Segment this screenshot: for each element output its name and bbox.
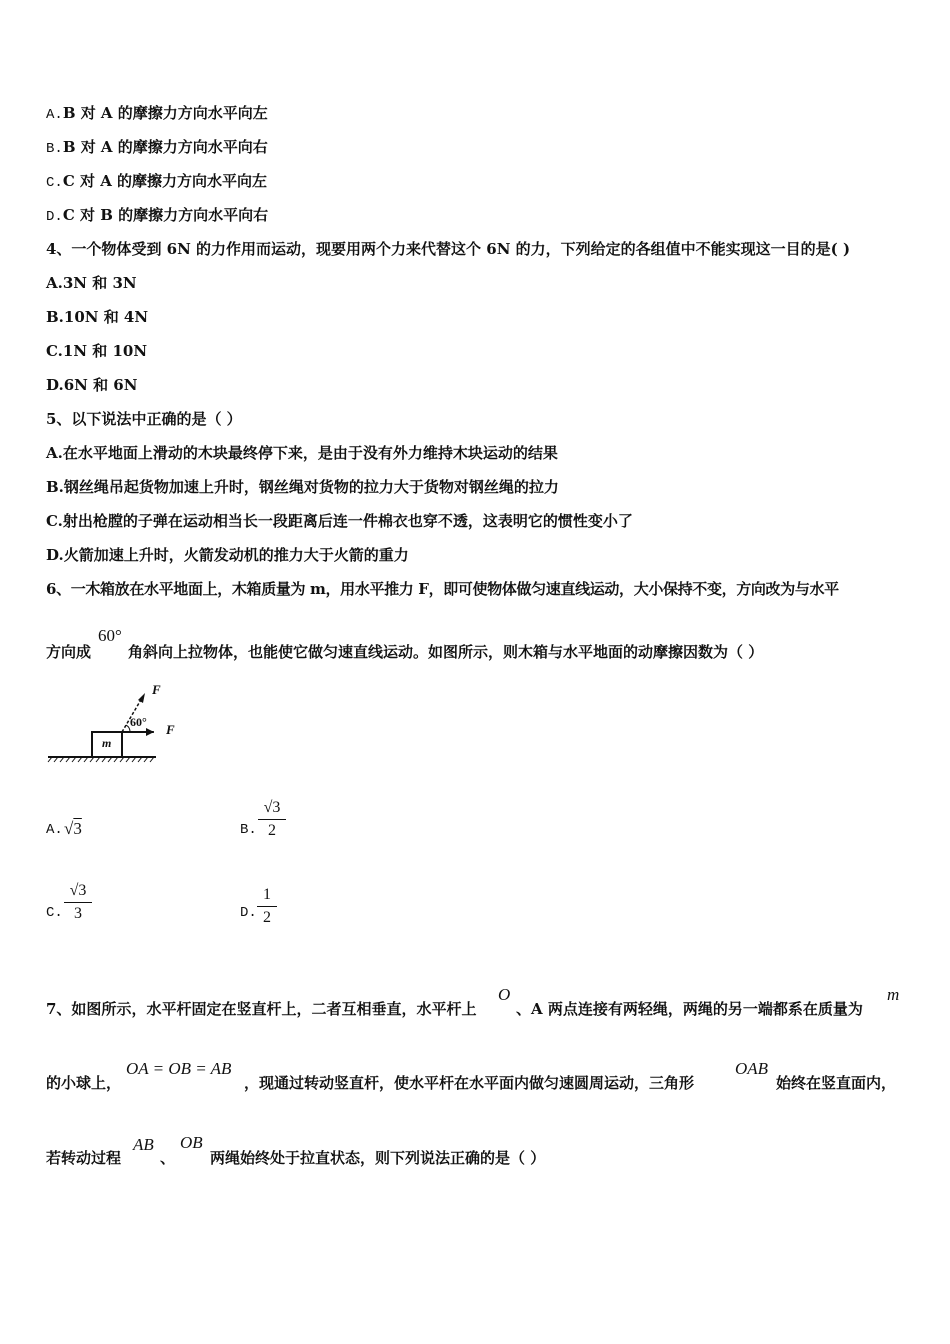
q6-stem-line2-b: 角斜向上拉物体，也能使它做匀速直线运动。如图所示，则木箱与水平地面的动摩擦因数为（ ） <box>128 643 764 661</box>
q5-option-d: D.火箭加速上升时，火箭发动机的推力大于火箭的重力 <box>46 546 409 564</box>
q7-line2-c: 始终在竖直面内， <box>776 1074 897 1092</box>
q5-stem: 5、以下说法中正确的是（ ） <box>46 410 242 428</box>
q7-separator: 、 <box>160 1149 176 1167</box>
q6-option-b-fraction: $\frac{√3}{2}$ <box>258 797 286 842</box>
q7-line1-a: 7、如图所示，水平杆固定在竖直杆上，二者互相垂直，水平杆上 <box>46 1000 477 1018</box>
q6-option-d-fraction: $\frac{1}{2}$ <box>257 884 277 929</box>
q6-option-a-value: √3 <box>64 819 82 838</box>
q7-triangle-oab: OAB <box>735 1059 769 1078</box>
q7-rope-ob: OB <box>180 1133 203 1152</box>
q7-equation: OA = OB = AB <box>126 1059 232 1078</box>
q4-option-d: D.6N 和 6N <box>46 376 138 394</box>
q3-option-d: D.C 对 B 的摩擦力方向水平向右 <box>46 206 269 225</box>
q7-line3-b: 两绳始终处于拉直状态，则下列说法正确的是（ ） <box>210 1149 546 1167</box>
q6-angle: 60° <box>98 626 122 645</box>
inclined-force-label: F <box>152 682 161 697</box>
q5-option-c: C.射出枪膛的子弹在运动相当长一段距离后连一件棉衣也穿不透，这表明它的惯性变小了 <box>46 512 633 530</box>
q3-option-a: A.B 对 A 的摩擦力方向水平向左 <box>46 104 268 123</box>
q6-option-a-letter: A. <box>46 822 63 838</box>
mass-label: m <box>102 736 112 750</box>
q5-option-b: B.钢丝绳吊起货物加速上升时，钢丝绳对货物的拉力大于货物对钢丝绳的拉力 <box>46 478 559 496</box>
inclined-arrowhead <box>138 693 145 703</box>
q7-line1-b: 、A 两点连接有两轻绳，两绳的另一端都系在质量为 <box>516 1000 863 1018</box>
q4-option-b: B.10N 和 4N <box>46 308 149 326</box>
q7-line3-a: 若转动过程 <box>46 1149 122 1167</box>
q3-option-c: C.C 对 A 的摩擦力方向水平向左 <box>46 172 268 191</box>
q6-stem-line2-a: 方向成 <box>46 643 92 661</box>
q6-figure <box>46 682 175 764</box>
q4-option-a: A.3N 和 3N <box>46 274 137 292</box>
q6-option-c-letter: C. <box>46 905 63 921</box>
q4-option-c: C.1N 和 10N <box>46 342 148 360</box>
q4-stem: 4、一个物体受到 6N 的力作用而运动，现要用两个力来代替这个 6N 的力，下列给定的各组值中不能实现这一目的是( ) <box>46 240 851 258</box>
q6-option-d-letter: D. <box>240 905 257 921</box>
q3-option-b: B.B 对 A 的摩擦力方向水平向右 <box>46 138 268 157</box>
horizontal-force-label: F <box>166 722 175 737</box>
q7-mass-m: m <box>887 985 900 1004</box>
q7-rope-ab: AB <box>133 1135 154 1154</box>
q6-option-b-letter: B. <box>240 822 257 838</box>
q6-option-c-fraction: $\frac{√3}{3}$ <box>64 880 92 925</box>
q6-stem-line1: 6、一木箱放在水平地面上，木箱质量为 m，用水平推力 F，即可使物体做匀速直线运动，大小保持不变，方向改为与水平 <box>46 580 839 598</box>
angle-label: 60° <box>130 715 147 729</box>
q7-line2-b: ，现通过转动竖直杆，使水平杆在水平面内做匀速圆周运动，三角形 <box>244 1074 695 1092</box>
q5-option-a: A.在水平地面上滑动的木块最终停下来，是由于没有外力维持木块运动的结果 <box>46 444 558 462</box>
q7-line2-a: 的小球上， <box>46 1074 122 1092</box>
q7-point-o: O <box>498 985 511 1004</box>
horizontal-arrowhead <box>146 728 154 736</box>
